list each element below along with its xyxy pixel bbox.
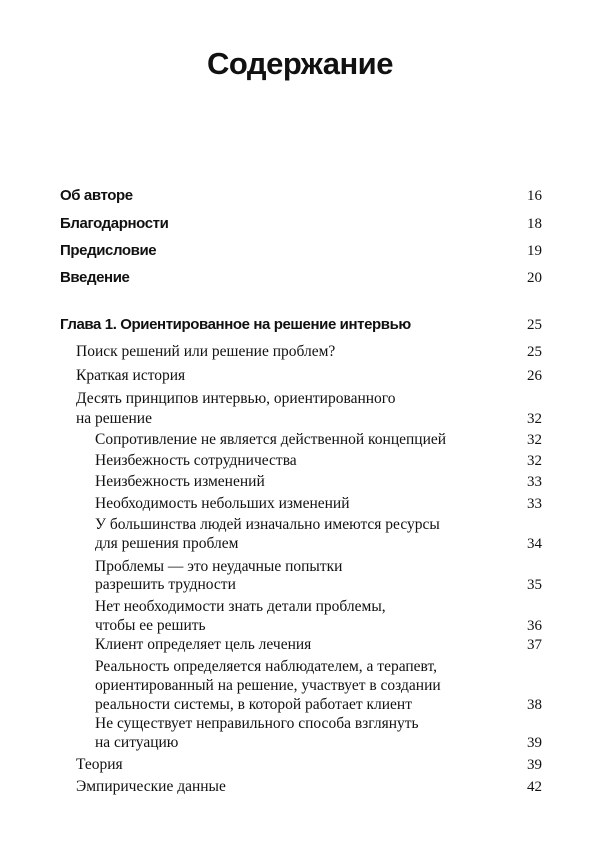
toc-page-number: 33 — [527, 474, 542, 490]
toc-entry-title-line: реальности системы, в которой работает клиент — [95, 696, 412, 713]
toc-page-number: 26 — [527, 368, 542, 384]
toc-entry-title-line: ориентированный на решение, участвует в создании — [95, 677, 441, 694]
toc-entry-title-line: на решение — [76, 410, 152, 427]
toc-page-number: 33 — [527, 496, 542, 512]
toc-entry-chapter-1 — [0, 315, 600, 335]
toc-entry-title-line: Нет необходимости знать детали проблемы, — [95, 598, 386, 615]
toc-page-number: 39 — [527, 757, 542, 773]
toc-page-number: 19 — [527, 243, 542, 259]
toc-page-number: 42 — [527, 779, 542, 795]
toc-page-number: 32 — [527, 411, 542, 427]
toc-entry-title-line: У большинства людей изначально имеются ресурсы — [95, 516, 440, 533]
toc-page-number: 25 — [527, 344, 542, 360]
toc-entry-title: Эмпирические данные — [76, 778, 226, 795]
toc-entry-no-wrong-way — [0, 714, 600, 754]
toc-entry-resistance — [0, 430, 600, 450]
toc-page-number: 16 — [527, 188, 542, 204]
toc-entry-title: Краткая история — [76, 367, 186, 384]
toc-page-number: 18 — [527, 216, 542, 232]
toc-entry-theory — [0, 755, 600, 775]
toc-entry-cooperation — [0, 451, 600, 471]
toc-entry-no-need-details — [0, 597, 600, 637]
toc-entry-title: Сопротивление не является действенной концепцией — [95, 431, 447, 448]
toc-entry-foreword — [0, 241, 600, 261]
toc-entry-title: Введение — [60, 269, 130, 286]
toc-entry-title: Благодарности — [60, 215, 169, 232]
toc-entry-title: Клиент определяет цель лечения — [95, 636, 312, 653]
toc-entry-title-line: Не существует неправильного способа взглянуть — [95, 715, 419, 732]
toc-page-number: 38 — [527, 697, 542, 713]
toc-entry-title: Предисловие — [60, 242, 157, 259]
toc-page-number: 25 — [527, 317, 542, 333]
toc-page-number: 20 — [527, 270, 542, 286]
toc-page-number: 32 — [527, 432, 542, 448]
toc-entry-small-changes — [0, 494, 600, 514]
toc-entry-about-author — [0, 186, 600, 206]
toc-entry-title: Неизбежность сотрудничества — [95, 452, 297, 469]
toc-entry-empirical-data — [0, 777, 600, 797]
toc-entry-acknowledgements — [0, 214, 600, 234]
toc-entry-reality-observer — [0, 657, 600, 717]
toc-entry-title-line: для решения проблем — [95, 535, 239, 552]
toc-entry-title-line: чтобы ее решить — [95, 617, 206, 634]
toc-entry-ten-principles — [0, 389, 600, 429]
toc-entry-title: Неизбежность изменений — [95, 473, 265, 490]
toc-entry-title: Глава 1. Ориентированное на решение интервью — [60, 316, 411, 333]
toc-entry-title: Необходимость небольших изменений — [95, 495, 350, 512]
toc-page-number: 34 — [527, 536, 542, 552]
page-title: Содержание — [207, 46, 393, 81]
toc-entry-change — [0, 472, 600, 492]
toc-entry-title-line: разрешить трудности — [95, 576, 236, 593]
toc-entry-title: Теория — [76, 756, 123, 773]
toc-page-number: 39 — [527, 735, 542, 751]
toc-entry-title-line: Реальность определяется наблюдателем, а терапевт, — [95, 658, 437, 675]
toc-entry-problems-attempts — [0, 557, 600, 597]
toc-page-number: 36 — [527, 618, 542, 634]
toc-entry-title: Поиск решений или решение проблем? — [76, 343, 336, 360]
toc-entry-client-goal — [0, 635, 600, 655]
toc-entry-title: Об авторе — [60, 187, 133, 204]
toc-entry-title-line: Десять принципов интервью, ориентированного — [76, 390, 396, 407]
toc-page-number: 32 — [527, 453, 542, 469]
toc-entry-resources — [0, 515, 600, 555]
toc-entry-brief-history — [0, 366, 600, 386]
toc-entry-introduction — [0, 268, 600, 288]
toc-page-number: 35 — [527, 577, 542, 593]
toc-entry-title-line: Проблемы — это неудачные попытки — [95, 558, 343, 575]
toc-page-number: 37 — [527, 637, 542, 653]
toc-entry-search-solutions — [0, 342, 600, 362]
toc-entry-title-line: на ситуацию — [95, 734, 179, 751]
